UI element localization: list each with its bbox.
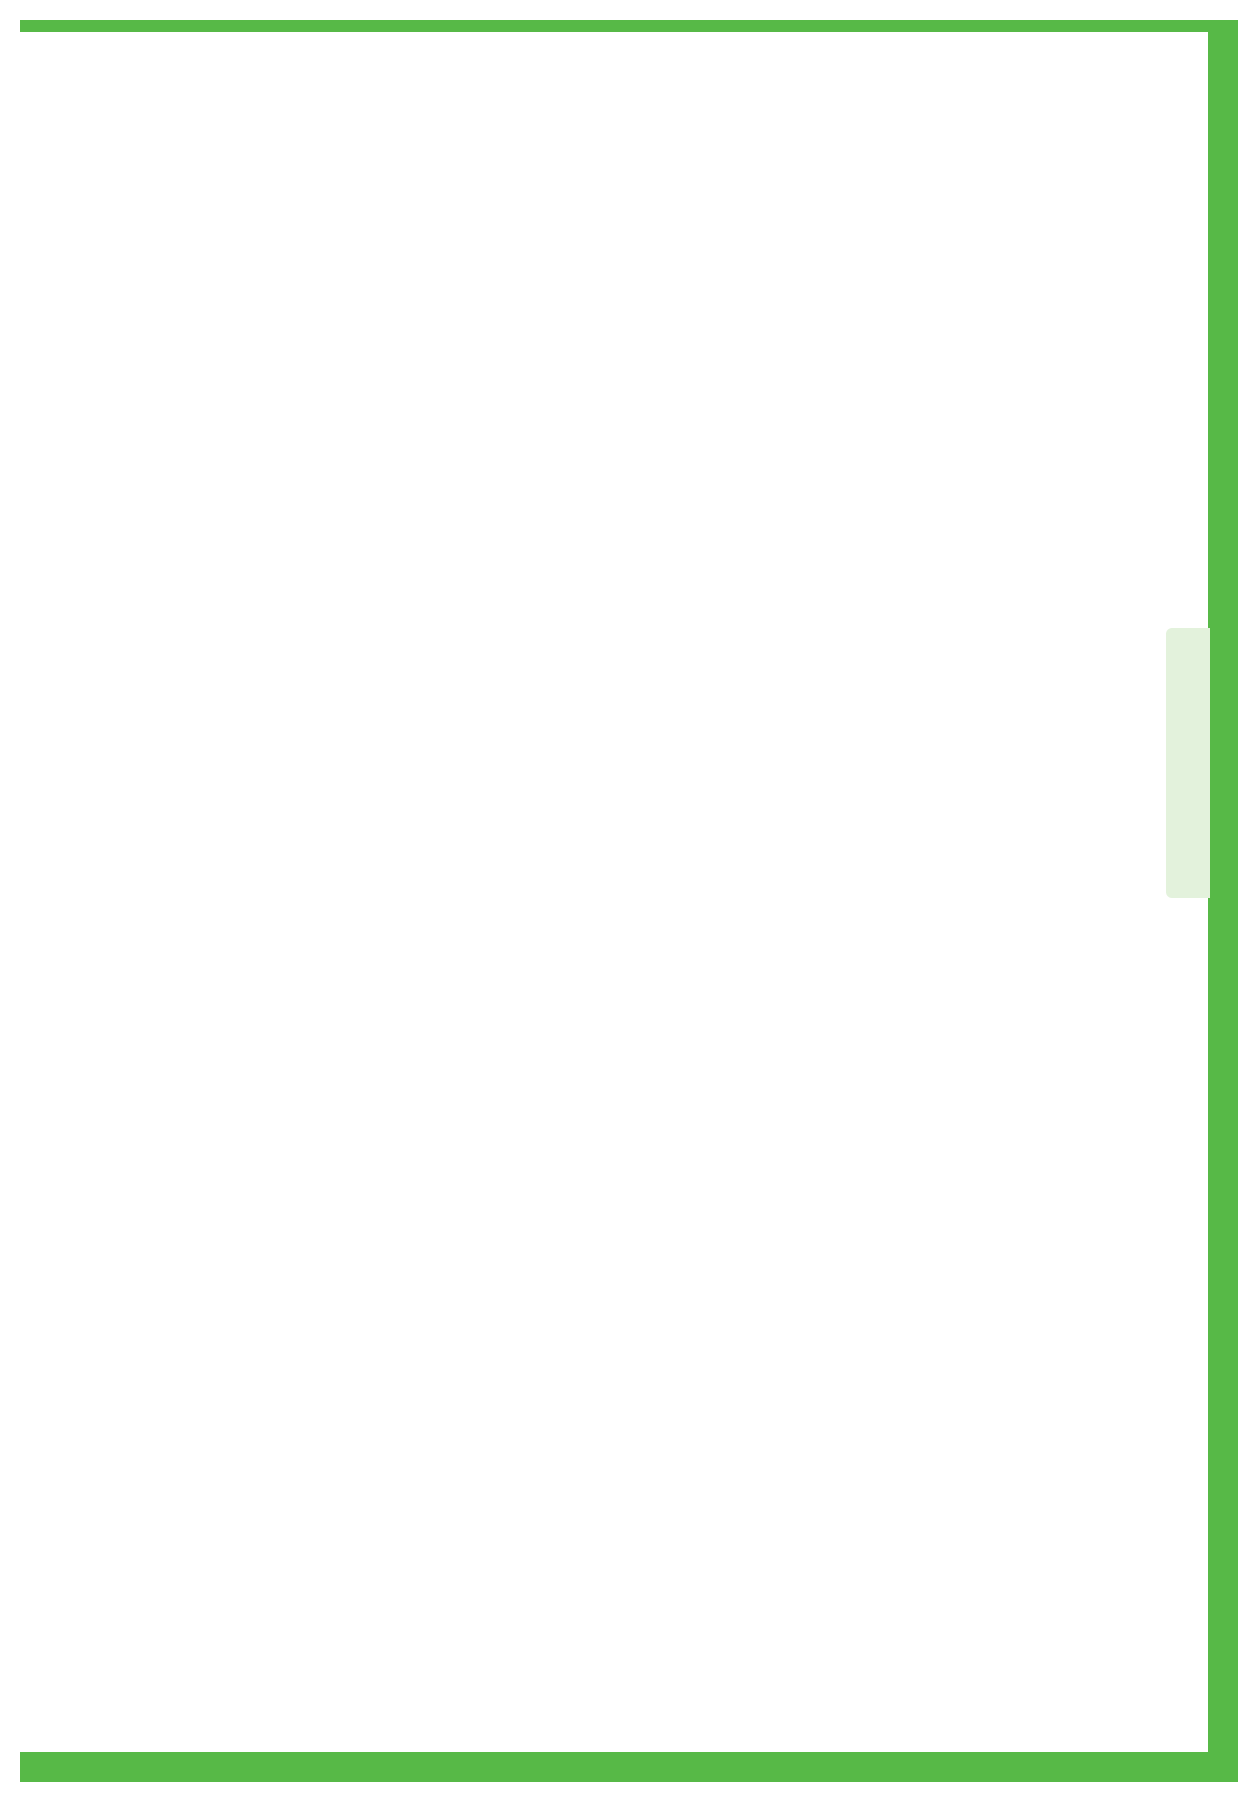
bottom-green-bar	[20, 1752, 1238, 1782]
top-green-bar	[20, 20, 1220, 32]
right-green-bar	[1208, 20, 1238, 1760]
side-tab	[1166, 628, 1210, 898]
